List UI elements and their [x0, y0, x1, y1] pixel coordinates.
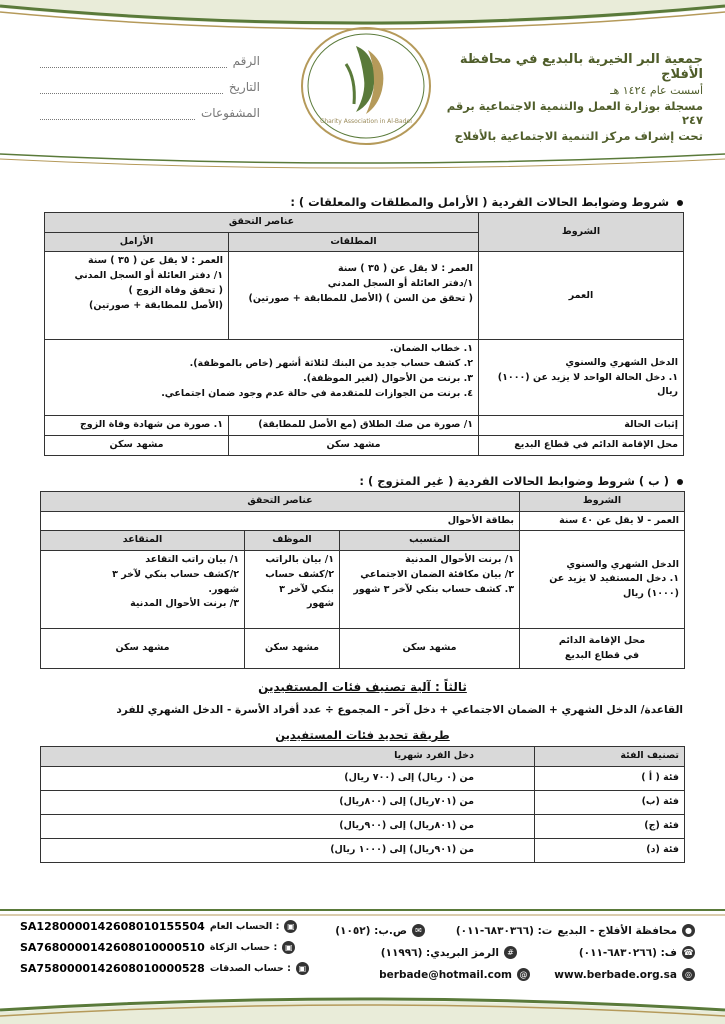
proof-widows: ١. صورة من شهادة وفاة الزوج — [45, 416, 229, 436]
section3-rule: القاعدة/ الدخل الشهري + الضمان الاجتماعي + دخل آخر - المجموع ÷ عدد أفراد الأسرة - الدخل الشهري للفرد — [116, 704, 683, 716]
residence-widows: مشهد سكن — [45, 436, 229, 456]
age-divorced: العمر : لا يقل عن ( ٣٥ ) سنة ١/دفتر العائلة أو السجل المدني ( تحقق من السن ) (الأصل للمطابقة + صورتين) — [229, 252, 479, 340]
col-income: دخل الفرد شهريا — [41, 747, 535, 767]
s2-employee: ١/ بيان بالراتب ٢/كشف حساب بنكي لآخر ٣ شهور — [245, 551, 340, 629]
fax-icon: ☎ — [683, 948, 694, 957]
residence-label: محل الإقامة الدائم في قطاع البديع — [479, 436, 684, 456]
date-line — [40, 84, 223, 94]
proof-label: إثبات الحالة — [479, 416, 684, 436]
proof-divorced: ١/ صورة من صك الطلاق (مع الأصل للمطابقة) — [229, 416, 479, 436]
s2-col-conditions: الشروط — [520, 492, 685, 512]
range-c: من (٨٠١ريال) إلى (٩٠٠ريال) — [41, 814, 535, 838]
mailbox-icon: ✉ — [412, 924, 425, 937]
s2-residence-label: محل الإقامة الدائم في قطاع البديع — [520, 629, 685, 669]
age-widows: العمر : لا يقل عن ( ٣٥ ) سنة ١/ دفتر العائلة أو السجل المدني ( تحقق وفاة الزوج ) (الأصل للمطابقة + صورتين) — [45, 252, 229, 340]
header-divider — [0, 150, 725, 170]
section3-title: ثالثاً : آلية تصنيف فئات المستفيدين — [258, 680, 467, 694]
s2-col-retired: المتقاعد — [41, 531, 245, 551]
col-divorced: المطلقات — [229, 232, 479, 252]
date-field — [40, 80, 260, 94]
footer-divider — [0, 905, 725, 919]
section1-table — [44, 212, 684, 456]
range-d: من (٩٠١ريال) إلى (١٠٠٠ ريال) — [41, 838, 535, 862]
attachments-line — [40, 110, 195, 120]
range-b: من (٧٠١ريال) إلى (٨٠٠ريال) — [41, 790, 535, 814]
s2-residence-affiliate: مشهد سكن — [340, 629, 520, 669]
income-label: الدخل الشهري والسنوي ١. دخل الحالة الواحد لا يزيد عن (١٠٠٠) ريال — [479, 340, 684, 416]
org-info — [443, 52, 703, 143]
age-label: العمر — [479, 252, 684, 340]
col-verification: عناصر التحقق — [45, 213, 479, 233]
col-widows: الأرامل — [45, 232, 229, 252]
bottom-decor-arc — [0, 990, 725, 1024]
category-b: فئة (ب) — [535, 790, 685, 814]
bullet-icon — [677, 479, 683, 485]
income-items: ١. خطاب الضمان. ٢. كشف حساب جديد من البنك لثلاثة أشهر (خاص بالموظفة). ٣. برنت من الأحوال (لغير الموظفة). ٤. برنت من الجوازات للمتقدمة في حالة عدم وجود ضمان اجتماعي. — [45, 340, 479, 416]
category-a: فئة ( أ ) — [535, 766, 685, 790]
footer-phone: ت: (٦٨٣٠٣٦٦-٠١١) — [455, 924, 553, 937]
number-line — [40, 58, 227, 68]
bank-icon: ▣ — [282, 941, 295, 954]
s2-age-value: بطاقة الأحوال — [41, 511, 520, 531]
account-general: SA1280000142608010155504 الحساب العام : ▣ — [20, 920, 297, 933]
date-label: التاريخ — [228, 80, 260, 94]
globe-icon: ◎ — [682, 968, 695, 981]
footer-location: ● محافظة الأفلاج - البديع ت: (٦٨٣٠٣٦٦-٠١١) — [456, 924, 695, 937]
location-icon: ● — [682, 924, 695, 937]
s2-col-employee: الموظف — [245, 531, 340, 551]
s2-affiliate: ١/ برنت الأحوال المدنية ٢/ بيان مكافئة الضمان الاجتماعي ٣. كشف حساب بنكي لآخر ٣ شهور — [340, 551, 520, 629]
registration: مسجلة بوزارة العمل والتنمية الاجتماعية برقم ٢٤٧ — [446, 99, 703, 127]
supervision: تحت إشراف مركز التنمية الاجتماعية بالأفلاج — [454, 129, 703, 143]
method-title: طريقة تحديد فئات المستفيدين — [275, 728, 450, 742]
email-icon: @ — [517, 968, 530, 981]
footer-postal: # الرمز البريدي: (١١٩٩٦) — [381, 946, 517, 959]
number-field — [40, 54, 260, 68]
col-conditions: الشروط — [479, 213, 684, 252]
bullet-icon — [677, 200, 683, 206]
footer-fax: ☎ ف: (٦٨٣٠٢٦٦-٠١١) — [578, 946, 694, 959]
col-category: تصنيف الفئة — [535, 747, 685, 767]
s2-income-label: الدخل الشهري والسنوي ١. دخل المستفيد لا يزيد عن (١٠٠٠) ريال — [520, 531, 685, 629]
account-charity: SA7580000142608010000528 حساب الصدقات : ▣ — [20, 962, 309, 975]
logo-caption-en: Charity Association in Al-Badei — [320, 118, 412, 125]
range-a: من (٠ ريال) إلى (٧٠٠ ريال) — [41, 766, 535, 790]
section2-table — [40, 491, 685, 669]
postal-icon: # — [504, 946, 517, 959]
attachments-field — [40, 106, 260, 120]
bank-icon: ▣ — [284, 920, 297, 933]
org-name: جمعية البر الخيرية بالبديع في محافظة الأفلاج — [459, 52, 703, 82]
founded-year: أسست عام ١٤٢٤ هـ — [610, 84, 703, 97]
footer-email[interactable]: berbade@hotmail.com @ — [379, 968, 530, 981]
s2-residence-retired: مشهد سكن — [41, 629, 245, 669]
attachments-label: المشفوعات — [200, 106, 260, 120]
residence-divorced: مشهد سكن — [229, 436, 479, 456]
footer-website[interactable]: www.berbade.org.sa ◎ — [554, 968, 695, 981]
s2-age-label: العمر - لا يقل عن ٤٠ سنة — [520, 511, 685, 531]
section2-title: ( ب ) شروط وضوابط الحالات الفردية ( غير المتزوج ) : — [359, 474, 683, 488]
number-label: الرقم — [232, 54, 260, 68]
s2-col-affiliate: المتسبب — [340, 531, 520, 551]
category-c: فئة (ج) — [535, 814, 685, 838]
category-table — [40, 746, 685, 863]
section1-title: شروط وضوابط الحالات الفردية ( الأرامل والمطلقات والمعلقات ) : — [290, 195, 683, 209]
account-zakat: SA7680000142608010000510 حساب الزكاة : ▣ — [20, 941, 295, 954]
footer-pobox: ✉ ص.ب: (١٠٥٢) — [335, 924, 425, 937]
org-logo — [296, 24, 436, 154]
s2-col-verification: عناصر التحقق — [41, 492, 520, 512]
category-d: فئة (د) — [535, 838, 685, 862]
s2-residence-employee: مشهد سكن — [245, 629, 340, 669]
ref-fields — [40, 54, 260, 132]
bank-icon: ▣ — [296, 962, 309, 975]
s2-retired: ١/ بيان راتب التقاعد ٢/كشف حساب بنكي لآخر ٣ شهور. ٣/ برنت الأحوال المدنية — [41, 551, 245, 629]
